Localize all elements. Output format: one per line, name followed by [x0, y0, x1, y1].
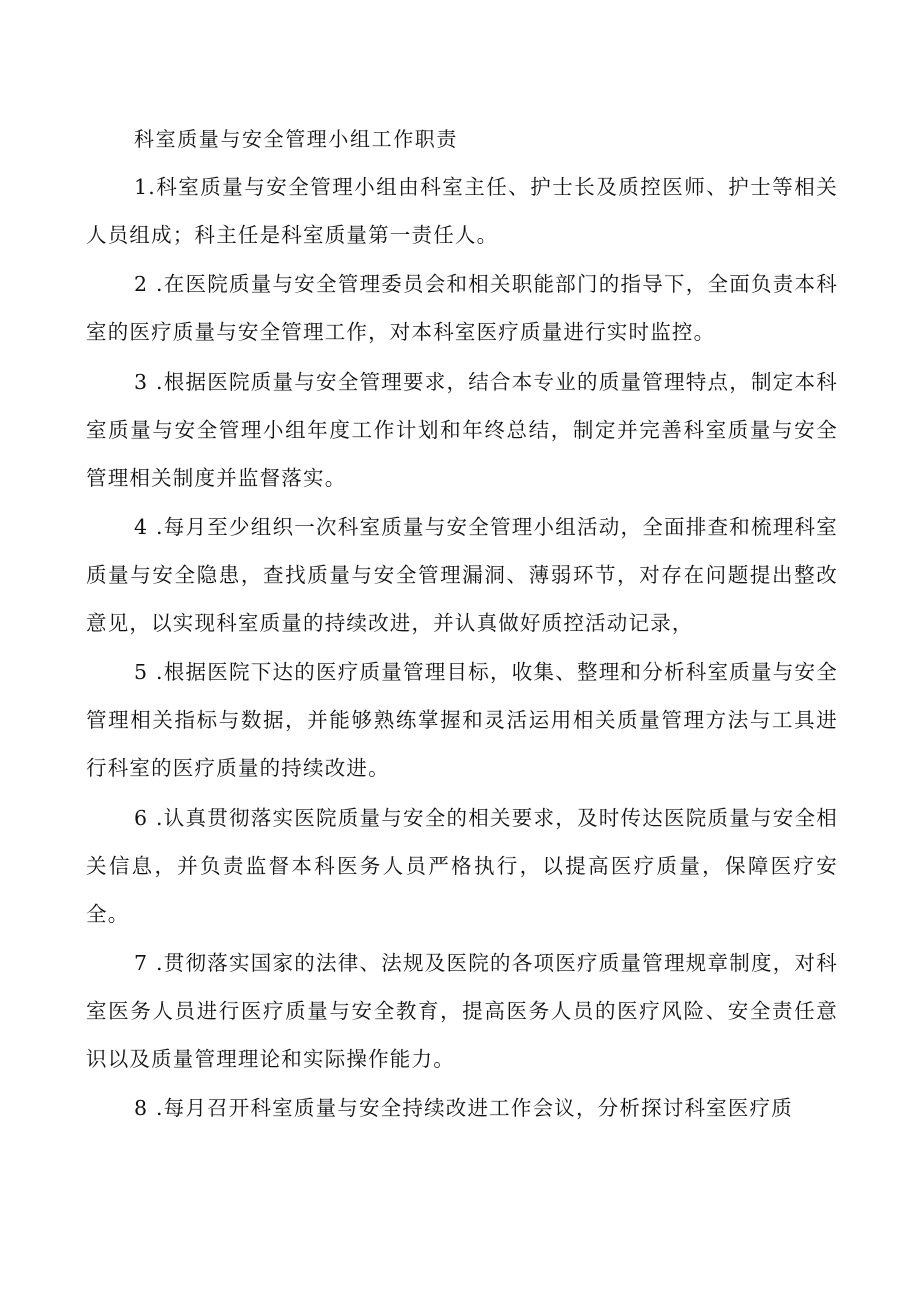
paragraph-2: 2 .在医院质量与安全管理委员会和相关职能部门的指导下，全面负责本科室的医疗质量与安全管理工作，对本科室医疗质量进行实时监控。	[86, 272, 838, 344]
paragraph-5: 5 .根据医院下达的医疗质量管理目标，收集、整理和分析科室质量与安全管理相关指标与数据，并能够熟练掌握和灵活运用相关质量管理方法与工具进行科室的医疗质量的持续改进。	[86, 660, 838, 780]
paragraph-7: 7 .贯彻落实国家的法律、法规及医院的各项医疗质量管理规章制度，对科室医务人员进行医疗质量与安全教育，提高医务人员的医疗风险、安全责任意识以及质量管理理论和实际操作能力。	[86, 951, 838, 1071]
paragraph-1: 1.科室质量与安全管理小组由科室主任、护士长及质控医师、护士等相关人员组成；科主任是科室质量第一责任人。	[86, 175, 838, 247]
paragraph-8: 8 .每月召开科室质量与安全持续改进工作会议，分析探讨科室医疗质	[134, 1096, 793, 1120]
paragraph-4: 4 .每月至少组织一次科室质量与安全管理小组活动，全面排查和梳理科室质量与安全隐患，查找质量与安全管理漏洞、薄弱环节，对存在问题提出整改意见，以实现科室质量的持续改进，并认真做好质控活动记录，	[86, 515, 838, 635]
paragraph-6: 6 .认真贯彻落实医院质量与安全的相关要求，及时传达医院质量与安全相关信息，并负责监督本科医务人员严格执行，以提高医疗质量，保障医疗安全。	[86, 806, 838, 926]
paragraph-3: 3 .根据医院质量与安全管理要求，结合本专业的质量管理特点，制定本科室质量与安全管理小组年度工作计划和年终总结，制定并完善科室质量与安全管理相关制度并监督落实。	[86, 370, 838, 490]
document-title: 科室质量与安全管理小组工作职责	[134, 127, 458, 151]
